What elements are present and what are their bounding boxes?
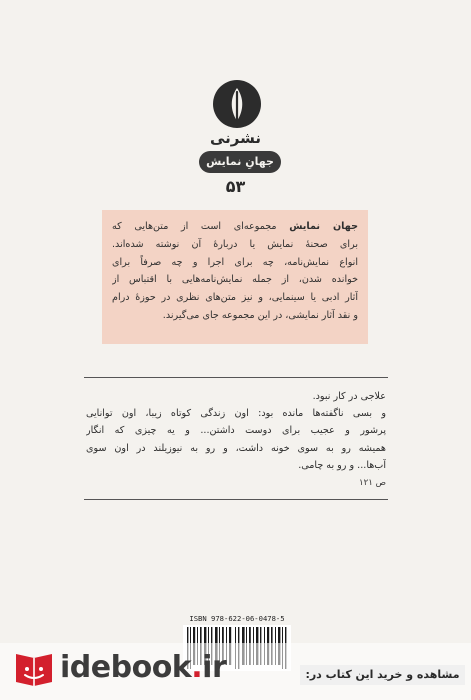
quote-bottom-rule — [84, 499, 388, 500]
publisher-logo — [213, 80, 261, 128]
quote-line: و بسی ناگفته‌ها مانده بود: اون زندگی کوتاه زیبا، اون توانایی — [86, 408, 386, 420]
description-line: برای صحنهٔ نمایش یا دربارهٔ آن نوشته شده‌اند. — [112, 238, 358, 250]
reed-icon — [213, 80, 261, 128]
quote-line: آب‌ها... و رو به چامی. — [298, 459, 386, 471]
series-number: ۵۳ — [225, 177, 246, 196]
excerpt-quote — [86, 388, 386, 490]
quote-top-rule — [84, 377, 388, 378]
series-description-box — [102, 210, 368, 344]
series-badge: جهانِ نمایش — [199, 151, 281, 173]
quote-line: پرشور و عجیب برای دوست داشتن... و یه چیزی که انگار — [86, 425, 386, 437]
book-smile-icon — [10, 644, 58, 692]
quote-page-ref: ص ۱۲۱ — [359, 478, 386, 489]
description-line: جهان نمایش مجموعه‌ای است از متن‌هایی که — [112, 221, 358, 232]
description-line: آثار ادبی یا سینمایی، و نیز متن‌های نظری در حوزهٔ درام — [112, 292, 358, 304]
isbn-text: ISBN 978-622-06-0478-5 — [189, 614, 285, 623]
watermark-cta: مشاهده و خرید این کتاب در: — [300, 665, 465, 685]
series-title-strong: جهان نمایش — [289, 221, 358, 232]
publisher-name: نشرنی — [209, 129, 262, 147]
quote-line: همیشه رو به سوی خونه داشت، و رو به نیوزیلند در اون سوی — [86, 442, 386, 454]
description-line: انواع نمایش‌نامه، چه برای اجرا و چه صرفاً برای — [112, 256, 358, 268]
quote-line: علاجی در کار نبود. — [312, 391, 386, 402]
description-line: خوانده شدن، از جمله نمایش‌نامه‌هایی با اقتباس از — [112, 274, 358, 286]
description-line: و نقد آثار نمایشی، در این مجموعه جای می‌گیرند. — [162, 309, 358, 321]
watermark-site: idebook.ir — [60, 650, 227, 685]
